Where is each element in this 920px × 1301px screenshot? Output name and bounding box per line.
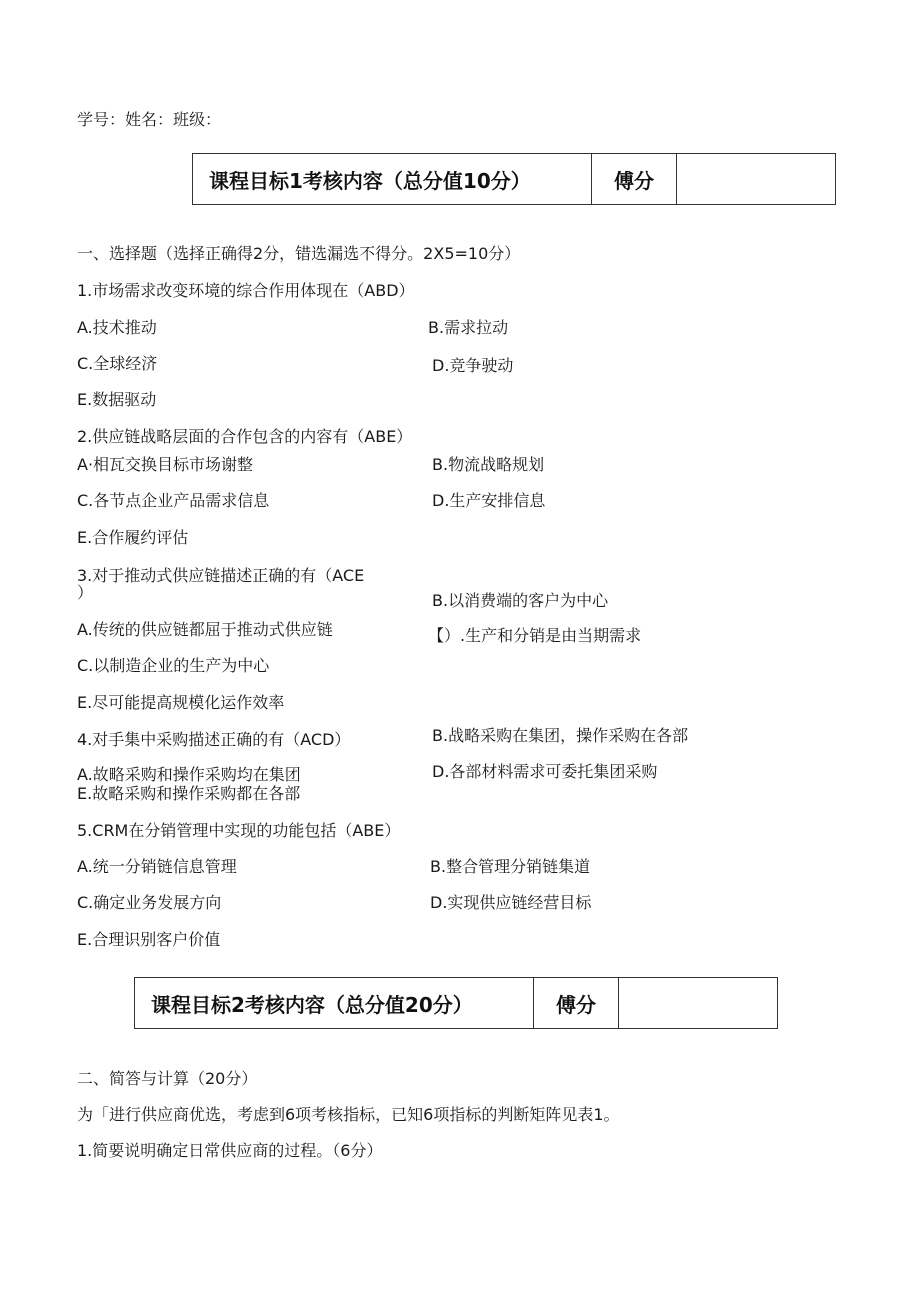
q1-option-d: D.竞争驶动 — [432, 356, 514, 375]
q4-option-d: D.各部材料需求可委托集团采购 — [432, 762, 658, 781]
q2-stem: 2.供应链战略层面的合作包含的内容有（ABE） — [77, 427, 413, 446]
section1-score-value[interactable] — [677, 154, 835, 204]
q5-option-c: C.确定业务发展方向 — [77, 893, 222, 912]
q1-option-a: A.技术推动 — [77, 318, 157, 337]
section1-header-table — [192, 153, 836, 205]
q2-option-d: D.生产安排信息 — [432, 491, 546, 510]
student-info: 学号：姓名：班级： — [77, 110, 222, 129]
section2-score-label: 傅分 — [534, 978, 619, 1028]
part2-question-1: 1.简要说明确定日常供应商的过程。（6分） — [77, 1141, 383, 1160]
section2-header-table — [134, 977, 778, 1029]
q5-option-d: D.实现供应链经营目标 — [430, 893, 592, 912]
section2-title: 课程目标2考核内容（总分值20分） — [135, 978, 534, 1028]
q3-option-b: B.以消费端的客户为中心 — [432, 591, 609, 610]
part2-title: 二、简答与计算（20分） — [77, 1069, 258, 1088]
q3-option-d: 【）.生产和分销是由当期需求 — [428, 626, 642, 645]
q2-option-e: E.合作履约评估 — [77, 528, 189, 547]
q3-option-c: C.以制造企业的生产为中心 — [77, 656, 270, 675]
q4-option-b: B.战略采购在集团，操作采购在各部 — [432, 726, 689, 745]
q1-option-c: C.全球经济 — [77, 354, 158, 373]
q3-option-e: E.尽可能提高规模化运作效率 — [77, 693, 285, 712]
section1-title: 课程目标1考核内容（总分值10分） — [193, 154, 592, 204]
q3-stem-line1: 3.对于推动式供应链描述正确的有（ACE — [77, 566, 365, 585]
part1-title: 一、选择题（选择正确得2分，错选漏选不得分。2X5=10分） — [77, 244, 521, 263]
q1-option-b: B.需求拉动 — [428, 318, 509, 337]
q4-stem: 4.对手集中采购描述正确的有（ACD） — [77, 730, 351, 749]
section1-score-label: 傅分 — [592, 154, 677, 204]
q3-stem-line2: ） — [77, 583, 94, 602]
part2-intro: 为「进行供应商优选，考虑到6项考核指标，已知6项指标的判断矩阵见表1。 — [77, 1105, 620, 1124]
q5-option-b: B.整合管理分销链集道 — [430, 857, 591, 876]
section2-score-value[interactable] — [619, 978, 777, 1028]
q4-option-e: E.故略采购和操作采购都在各部 — [77, 784, 301, 803]
q2-option-a: A·相瓦交换目标市场谢整 — [77, 455, 254, 474]
q2-option-b: B.物流战略规划 — [432, 455, 545, 474]
q4-option-a: A.故略采购和操作采购均在集团 — [77, 765, 301, 784]
q5-option-e: E.合理识别客户价值 — [77, 930, 221, 949]
q5-option-a: A.统一分销链信息管理 — [77, 857, 237, 876]
q1-option-e: E.数据驱动 — [77, 390, 157, 409]
q5-stem: 5.CRM在分销管理中实现的功能包括（ABE） — [77, 821, 401, 840]
q3-option-a: A.传统的供应链都屈于推动式供应链 — [77, 620, 333, 639]
q1-stem: 1.市场需求改变环境的综合作用体现在（ABD） — [77, 281, 415, 300]
q2-option-c: C.各节点企业产品需求信息 — [77, 491, 270, 510]
